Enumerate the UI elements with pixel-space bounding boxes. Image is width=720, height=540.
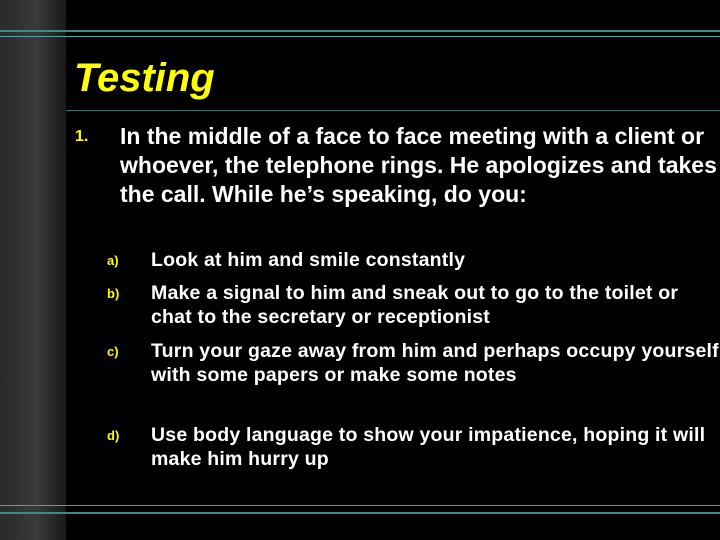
title-divider — [66, 110, 720, 111]
question-text: In the middle of a face to face meeting with a client or whoever, the telephone rings. He apologizes and takes the call. While he’s speaking, do you: — [120, 123, 717, 207]
option-a-letter: a) — [107, 253, 119, 268]
option-c-letter: c) — [107, 344, 119, 359]
slide-title: Testing — [74, 56, 215, 100]
option-a-text: Look at him and smile constantly — [151, 249, 466, 271]
top-frame-line — [0, 30, 720, 32]
option-b-letter: b) — [107, 286, 120, 301]
left-decorative-band — [0, 0, 66, 540]
option-b-text: Make a signal to him and sneak out to go to the toilet or chat to the secretary or receptionist — [151, 282, 679, 328]
question-number: 1. — [75, 128, 89, 145]
bottom-frame-line — [0, 512, 720, 514]
option-d-letter: d) — [107, 428, 120, 443]
top-frame-line-inner — [0, 36, 720, 37]
bottom-frame-line-inner — [0, 505, 720, 506]
option-c-text: Turn your gaze away from him and perhaps occupy yourself with some papers or make some notes — [151, 340, 719, 386]
option-d-text: Use body language to show your impatience, hoping it will make him hurry up — [151, 424, 706, 470]
